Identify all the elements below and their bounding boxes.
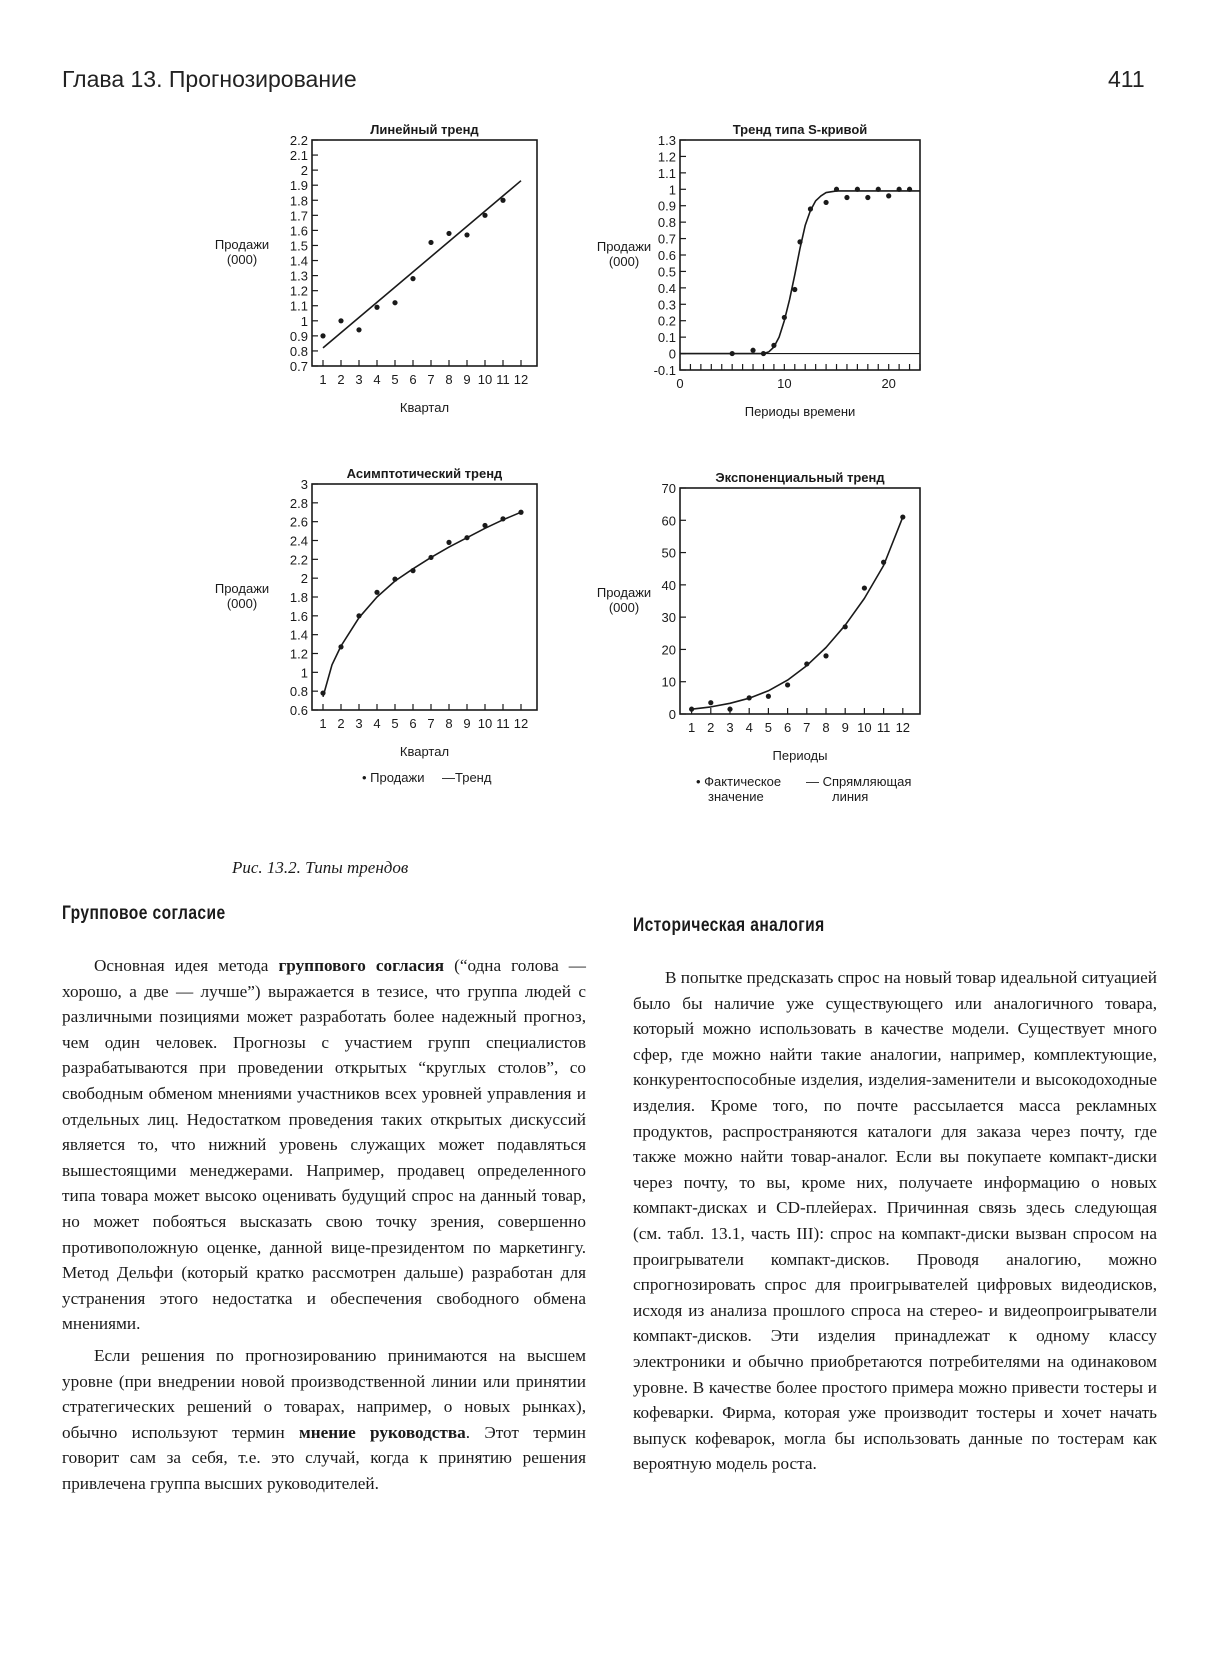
x-tick-label: 6 (783, 720, 792, 735)
legend-fitted-line2: линия (832, 789, 869, 804)
chart-asymptotic-trend (214, 466, 556, 824)
chart-title: Тренд типа S-кривой (732, 122, 868, 137)
x-tick-label: 12 (513, 372, 529, 387)
chart-exponential-trend (596, 470, 956, 824)
paragraph (62, 953, 586, 1337)
text-run: Если решения по прогнозированию принимаются на высшем уровне (при внедрении новой производственной линии или принятии стратегических решений о товарах, например, о новых рынках), обычно используют термин (62, 1345, 586, 1442)
y-tick-label: 1.4 (289, 627, 308, 643)
data-point (518, 510, 523, 515)
x-tick-label: 10 (477, 372, 493, 387)
y-tick-label: 0 (668, 707, 676, 722)
data-point (428, 240, 433, 245)
x-tick-label: 20 (881, 376, 896, 391)
x-tick-label: 7 (427, 716, 435, 731)
x-tick-label: 11 (876, 720, 891, 735)
data-point (881, 560, 886, 565)
data-point (804, 661, 809, 666)
data-point (708, 700, 713, 705)
data-point (374, 305, 379, 310)
y-axis-label: Продажи (596, 585, 652, 600)
legend-actual-line2: значение (708, 789, 764, 804)
data-point (482, 523, 487, 528)
y-tick-label: 0.1 (657, 330, 676, 346)
y-axis-label: Продажи (596, 239, 652, 254)
x-axis-label: Квартал (399, 744, 450, 759)
y-tick-label: 1.9 (289, 178, 308, 194)
section-heading-historical-analogy: Историческая аналогия (633, 915, 825, 936)
y-tick-label: 0.5 (657, 264, 676, 280)
y-tick-label: 2.4 (289, 533, 308, 549)
x-tick-label: 6 (409, 716, 417, 731)
x-tick-label: 5 (391, 372, 399, 387)
x-tick-label: 10 (777, 376, 792, 391)
chart-linear-trend (216, 120, 556, 440)
y-tick-label: 0 (668, 346, 676, 362)
y-axis-label: Продажи (214, 237, 270, 252)
x-tick-label: 4 (745, 720, 753, 735)
y-tick-label: 1.3 (657, 133, 676, 148)
x-tick-label: 5 (764, 720, 773, 735)
data-point (797, 239, 802, 244)
x-tick-label: 1 (319, 716, 327, 731)
data-point (907, 187, 912, 192)
x-tick-label: 11 (496, 372, 510, 387)
x-tick-label: 4 (373, 716, 381, 731)
paragraph: В попытке предсказать спрос на новый товар идеальной ситуацией было бы наличие уже существующего или аналогичного товара, который можно использовать в качестве модели. Существует много сфер, где можно найти такие аналогии, например, комплектующие, конкурентоспособные изделия, изделия-заменители и высокодоходные изделия. Кроме того, по почте рассылается масса рекламных продуктов, распространяются каталоги для заказа через почту, где также можно найти товар-аналог. Если вы покупаете компакт-диски через почту, то вы, кроме них, получаете информацию о новых компакт-дисках и CD-плейерах. Причинная связь здесь следующая (см. табл. 13.1, часть III): спрос на компакт-диски вызван спросом на проигрыватели компакт-дисков. Проводя аналогию, можно спрогнозировать спрос для проигрывателей цифровых видеодисков, исходя из анализа прошлого спроса на стерео- и видеопроигрыватели компакт-дисков. Эти изделия принадлежат к одному классу электроники и обычно приобретаются потребителями на одинаковом уровне. В качестве более простого примера можно привести тостеры и кофеварки. Фирма, которая уже производит тостеры и хочет начать выпуск кофеварок, могла бы использовать данные по тостерам как вероятную модель роста. (633, 968, 1157, 1474)
x-tick-label: 2 (337, 716, 345, 731)
data-point (823, 653, 828, 658)
chart-svg (216, 120, 556, 440)
trend-line (692, 517, 903, 709)
x-tick-label: 4 (373, 372, 381, 387)
chart-svg (596, 120, 956, 440)
y-tick-label: 0.7 (289, 359, 308, 374)
x-tick-label: 9 (841, 720, 849, 735)
y-tick-label: 0.6 (657, 248, 676, 263)
figure-caption: Рис. 13.2. Типы трендов (232, 858, 409, 877)
data-point (865, 195, 870, 200)
y-tick-label: 0.3 (657, 297, 676, 313)
data-point (320, 690, 325, 695)
term-group-consensus: группового согласия (278, 956, 445, 975)
y-tick-label: 1.2 (657, 149, 676, 165)
y-tick-label: 2 (300, 571, 308, 587)
page-number: 411 (1108, 66, 1145, 92)
y-tick-label: -0.1 (653, 363, 676, 378)
x-tick-label: 1 (687, 720, 696, 735)
data-point (392, 577, 397, 582)
data-point (792, 287, 797, 292)
x-axis-label: Периоды времени (744, 404, 856, 419)
plot-frame (680, 488, 920, 714)
data-point (823, 200, 828, 205)
x-tick-label: 9 (463, 372, 471, 387)
data-point (750, 348, 755, 353)
data-point (897, 187, 902, 192)
right-column-text (633, 965, 1157, 1477)
x-tick-label: 11 (496, 716, 510, 731)
section-heading-group-consensus: Групповое согласие (62, 903, 226, 924)
x-tick-label: 7 (427, 372, 435, 387)
y-tick-label: 3 (300, 477, 308, 492)
data-point (482, 213, 487, 218)
y-axis-label-unit: (000) (608, 600, 640, 615)
y-tick-label: 1.1 (657, 165, 676, 181)
plot-frame (680, 140, 920, 370)
y-tick-label: 1.6 (289, 223, 308, 239)
data-point (410, 276, 415, 281)
y-tick-label: 2 (300, 163, 308, 179)
data-point (446, 231, 451, 236)
x-tick-label: 10 (477, 716, 493, 731)
data-point (808, 206, 813, 211)
trend-line (323, 181, 521, 348)
x-tick-label: 3 (726, 720, 734, 735)
y-tick-label: 20 (661, 642, 676, 658)
y-tick-label: 0.8 (657, 215, 676, 231)
data-point (761, 351, 766, 356)
y-tick-label: 0.9 (289, 328, 308, 344)
y-tick-label: 1.2 (289, 646, 308, 662)
y-tick-label: 2.2 (289, 133, 308, 148)
x-tick-label: 3 (355, 716, 363, 731)
chart-svg (596, 470, 956, 824)
data-point (374, 590, 379, 595)
data-point (782, 315, 787, 320)
x-axis-label: Квартал (399, 400, 450, 415)
x-tick-label: 8 (445, 716, 453, 731)
running-header-chapter: Глава 13. Прогнозирование (62, 66, 357, 92)
y-tick-label: 0.2 (657, 313, 676, 329)
data-point (730, 351, 735, 356)
legend-actual: • Фактическое (696, 774, 782, 789)
data-point (727, 707, 732, 712)
y-tick-label: 1.3 (289, 268, 308, 284)
trend-line (680, 191, 920, 354)
y-tick-label: 0.8 (289, 684, 308, 700)
data-point (785, 682, 790, 687)
data-point (446, 540, 451, 545)
data-point (392, 300, 397, 305)
data-point (428, 555, 433, 560)
x-tick-label: 12 (513, 716, 529, 731)
y-tick-label: 1 (300, 313, 308, 329)
y-tick-label: 1.4 (289, 253, 308, 269)
data-point (500, 198, 505, 203)
y-tick-label: 1.5 (289, 238, 308, 254)
data-point (464, 535, 469, 540)
y-tick-label: 0.9 (657, 198, 676, 214)
data-point (876, 187, 881, 192)
y-tick-label: 0.7 (657, 231, 676, 247)
data-point (843, 624, 848, 629)
text-run: Основная идея метода (94, 956, 279, 975)
chart-svg (214, 466, 556, 824)
data-point (320, 333, 325, 338)
legend-trend: —Тренд (442, 770, 492, 785)
x-tick-label: 7 (803, 720, 811, 735)
text-run: (“одна голова — хорошо, а две — лучше”) выражается в тезисе, что группа людей с различными позициями может разработать более надежный прогноз, чем один человек. Прогнозы с участием групп специалистов разрабатываются при проведении открытых “круглых столов”, со свободным обменом мнениями участников всех уровней управления и отдельных лиц. Недостатком проведения таких открытых дискуссий является то, что нижний уровень служащих может подавляться вышестоящими менеджерами. Например, продавец определенного типа товара может высоко оценивать будущий спрос на данный товар, но может побояться высказать свою точку зрения, совершенно противоположную оценке, данной вице-президентом по маркетингу. Метод Дельфи (который кратко рассмотрен дальше) разработан для устранения этого недостатка и обеспечения свободного обмена мнениями. (62, 956, 586, 1334)
x-tick-label: 12 (895, 720, 911, 735)
trend-line (323, 512, 521, 697)
x-tick-label: 2 (707, 720, 715, 735)
x-tick-label: 8 (822, 720, 830, 735)
x-axis-label: Периоды (772, 748, 828, 763)
y-tick-label: 0.8 (289, 343, 308, 359)
y-tick-label: 1.7 (289, 208, 308, 224)
data-point (464, 232, 469, 237)
data-point (834, 187, 839, 192)
data-point (855, 187, 860, 192)
y-axis-label-unit: (000) (608, 254, 640, 269)
y-tick-label: 0.4 (657, 280, 676, 296)
x-tick-label: 3 (355, 372, 363, 387)
x-tick-label: 5 (391, 716, 399, 731)
y-tick-label: 2.1 (289, 148, 308, 164)
chart-title: Экспоненциальный тренд (715, 470, 885, 485)
y-axis-label-unit: (000) (226, 252, 258, 267)
legend-sales: • Продажи (362, 770, 425, 785)
y-tick-label: 1.8 (289, 193, 308, 209)
data-point (338, 644, 343, 649)
y-tick-label: 1 (668, 182, 676, 198)
data-point (766, 694, 771, 699)
y-tick-label: 1.1 (289, 298, 308, 314)
y-tick-label: 1.6 (289, 608, 308, 624)
x-tick-label: 2 (337, 372, 345, 387)
data-point (886, 193, 891, 198)
y-tick-label: 2.8 (289, 495, 308, 511)
y-tick-label: 0.6 (289, 703, 308, 718)
data-point (410, 568, 415, 573)
text-run: . Этот термин говорит сам за себя, т.е. это случай, когда к принятию решения привлечена группа высших руководителей. (62, 1422, 586, 1493)
y-tick-label: 30 (661, 610, 676, 626)
data-point (747, 695, 752, 700)
chart-s-curve-trend (596, 120, 956, 440)
y-tick-label: 2.2 (289, 552, 308, 568)
y-tick-label: 10 (661, 674, 676, 690)
data-point (356, 613, 361, 618)
data-point (862, 585, 867, 590)
data-point (844, 195, 849, 200)
x-tick-label: 6 (409, 372, 417, 387)
y-tick-label: 2.6 (289, 514, 308, 530)
y-tick-label: 60 (661, 513, 676, 529)
data-point (771, 343, 776, 348)
x-tick-label: 9 (463, 716, 471, 731)
y-tick-label: 1 (300, 665, 308, 681)
data-point (500, 516, 505, 521)
data-point (338, 318, 343, 323)
x-tick-label: 10 (857, 720, 872, 735)
y-tick-label: 70 (661, 481, 676, 496)
x-tick-label: 0 (676, 376, 684, 391)
chart-title: Линейный тренд (370, 122, 479, 137)
y-axis-label: Продажи (214, 581, 270, 596)
chart-title: Асимптотический тренд (346, 466, 503, 481)
y-tick-label: 50 (661, 545, 676, 561)
x-tick-label: 1 (319, 372, 327, 387)
left-column-text (62, 953, 586, 1496)
paragraph (62, 1343, 586, 1497)
x-tick-label: 8 (445, 372, 453, 387)
y-tick-label: 40 (661, 577, 676, 593)
y-axis-label-unit: (000) (226, 596, 258, 611)
y-tick-label: 1.2 (289, 283, 308, 299)
y-tick-label: 1.8 (289, 590, 308, 605)
term-management-opinion: мнение руководства (299, 1422, 466, 1442)
legend-fitted: — Спрямляющая (806, 774, 912, 789)
data-point (689, 707, 694, 712)
data-point (900, 514, 905, 519)
plot-frame (312, 140, 537, 366)
data-point (356, 327, 361, 332)
